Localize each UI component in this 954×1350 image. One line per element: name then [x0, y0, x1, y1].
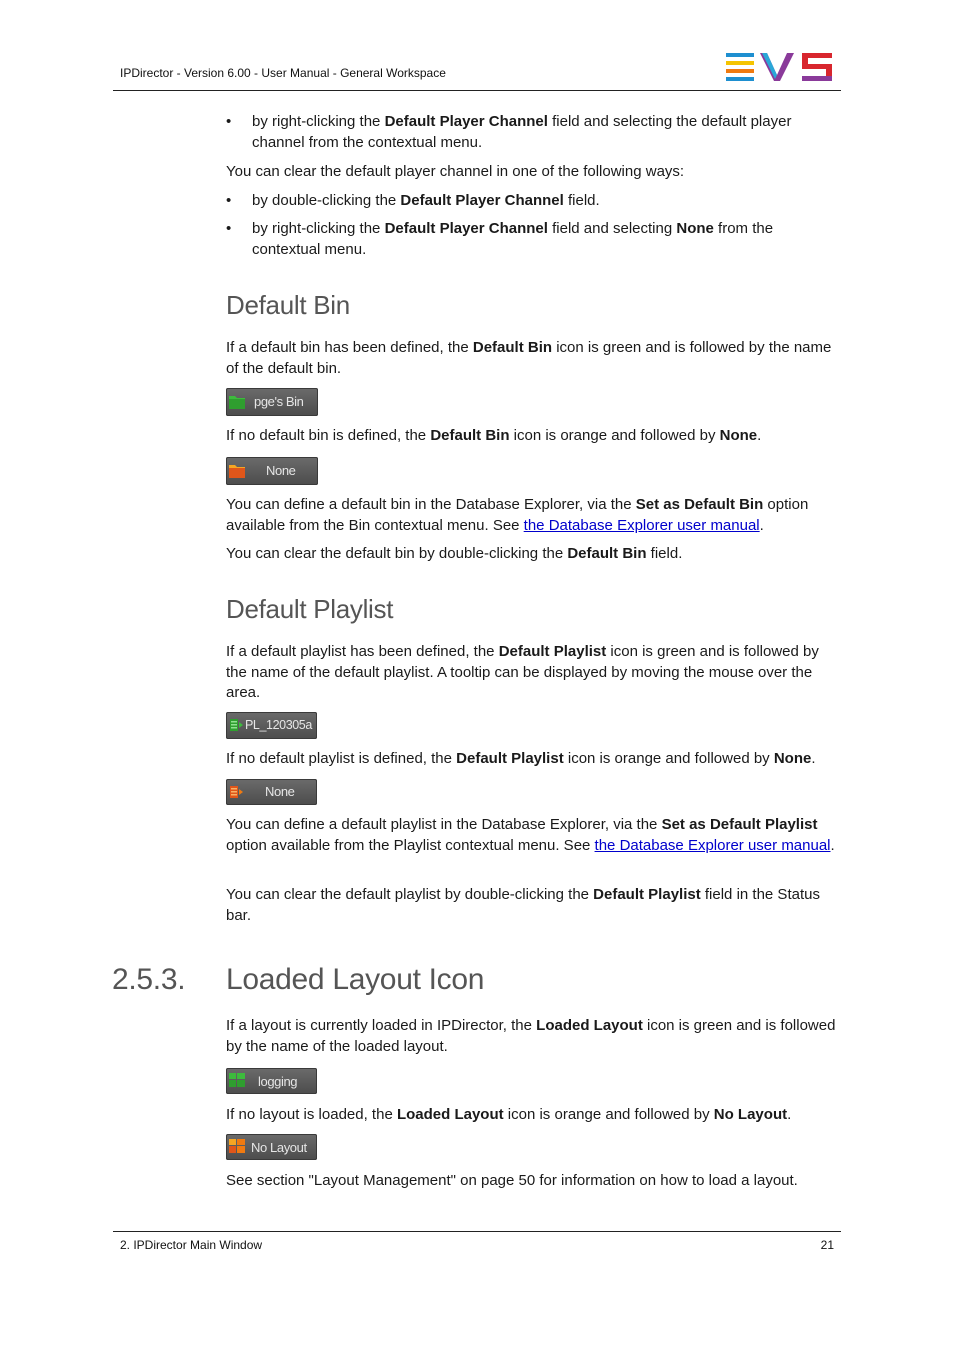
section-number: 2.5.3. [112, 963, 186, 996]
default-playlist-orange-text: If no default playlist is defined, the Default Playlist icon is orange and followed by None. [226, 750, 816, 767]
default-bin-name: pge's Bin [254, 394, 304, 409]
playlist-green-icon [229, 718, 243, 732]
loaded-layout-heading: Loaded Layout Icon [226, 963, 485, 996]
evs-logo [726, 53, 834, 81]
default-playlist-none: None [265, 784, 295, 799]
layout-green-icon [229, 1073, 245, 1087]
header-title: IPDirector - Version 6.00 - User Manual - General Workspace [120, 66, 446, 80]
default-bin-none: None [266, 463, 296, 478]
default-bin-orange-text: If no default bin is defined, the Default Bin icon is orange and followed by None. [226, 427, 762, 444]
database-explorer-link[interactable]: the Database Explorer user manual [523, 516, 760, 534]
default-bin-clear-text: You can clear the default bin by double-clicking the Default Bin field. [226, 545, 683, 562]
playlist-orange-icon [229, 785, 243, 799]
loaded-layout-none: No Layout [251, 1140, 307, 1155]
bullet-select-none: by right-clicking the Default Player Channel field and selecting None from the contextual menu. [252, 220, 774, 258]
default-bin-heading: Default Bin [226, 290, 350, 320]
clear-channel-intro: You can clear the default player channel in one of the following ways: [226, 163, 685, 180]
loaded-layout-field-green[interactable] [226, 1068, 317, 1094]
default-bin-field-orange[interactable] [226, 457, 318, 485]
layout-management-reference: See section "Layout Management" on page 50 for information on how to load a layout. [226, 1172, 798, 1189]
default-bin-field-green[interactable] [226, 388, 318, 416]
default-playlist-name: PL_120305a [245, 718, 312, 732]
bullet-double-click: by double-clicking the Default Player Channel field. [252, 192, 600, 209]
bullet-select-channel: by right-clicking the Default Player Channel field and selecting the default player channel from the contextual menu. [252, 113, 792, 151]
bullet-marker: • [226, 113, 232, 130]
loaded-layout-orange-text: If no layout is loaded, the Loaded Layout icon is orange and followed by No Layout. [226, 1106, 792, 1123]
default-playlist-field-green[interactable] [226, 712, 317, 739]
footer-chapter: 2. IPDirector Main Window [120, 1238, 263, 1252]
header-divider [113, 90, 841, 91]
folder-orange-icon [229, 464, 245, 478]
default-playlist-clear-text: You can clear the default playlist by double-clicking the Default Playlist field in the Status bar. [226, 886, 820, 924]
default-bin-define-text: You can define a default bin in the Database Explorer, via the Set as Default Bin option available from the Bin contextual menu. See the Database Explorer user manual. [226, 496, 809, 534]
default-playlist-heading: Default Playlist [226, 594, 394, 624]
default-playlist-define-text: You can define a default playlist in the Database Explorer, via the Set as Default Playlist option available from the Playlist contextual menu. See the Database Explorer user manual. [226, 816, 835, 854]
default-playlist-green-text: If a default playlist has been defined, the Default Playlist icon is green and is followed by the name of the default playlist. A tooltip can be displayed by moving the mouse over the area. [226, 643, 819, 701]
loaded-layout-field-orange[interactable] [226, 1134, 317, 1160]
loaded-layout-green-text: If a layout is currently loaded in IPDirector, the Loaded Layout icon is green and is followed by the name of the loaded layout. [226, 1017, 836, 1055]
database-explorer-link[interactable]: the Database Explorer user manual [594, 836, 831, 854]
layout-orange-icon [229, 1139, 245, 1153]
default-bin-green-text: If a default bin has been defined, the Default Bin icon is green and is followed by the name of the default bin. [226, 339, 832, 377]
loaded-layout-name: logging [258, 1074, 298, 1089]
bullet-marker: • [226, 192, 232, 209]
footer-divider [113, 1231, 841, 1232]
page-number: 21 [820, 1238, 834, 1252]
bullet-marker: • [226, 220, 232, 237]
folder-green-icon [229, 395, 245, 409]
default-playlist-field-orange[interactable] [226, 779, 317, 805]
